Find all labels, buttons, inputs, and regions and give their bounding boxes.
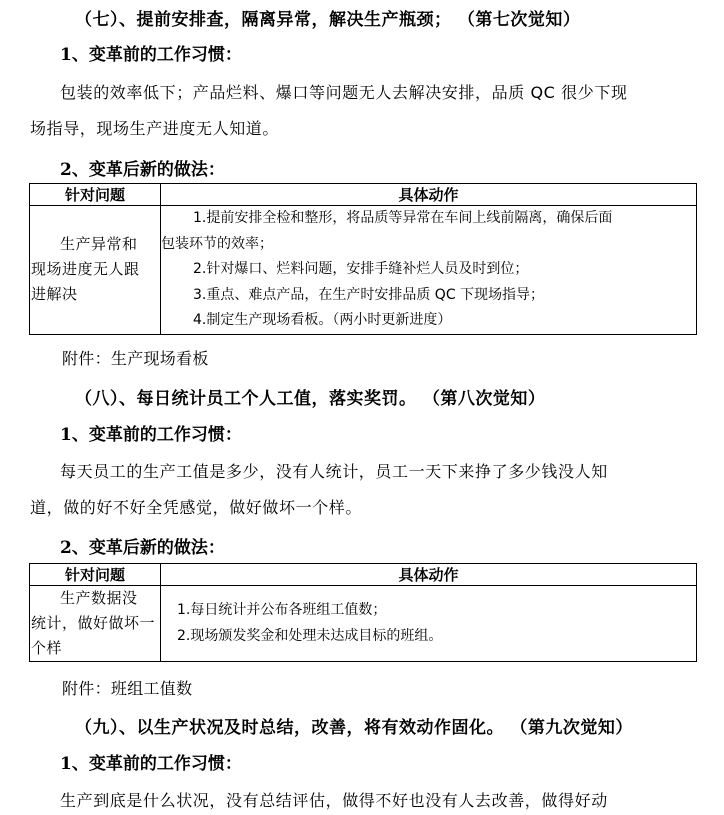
table-header-issue: 针对问题 bbox=[30, 184, 161, 206]
issue-line: 个样 bbox=[31, 639, 63, 657]
section-8-before-heading: 1、变革前的工作习惯： bbox=[60, 425, 242, 445]
section-9-title: （九）、以生产状况及时总结，改善，将有效动作固化。 （第九次觉知） bbox=[75, 718, 633, 738]
section-9-before-line-1: 生产到底是什么状况，没有总结评估，做得不好也没有人去改善，做得好动 bbox=[60, 791, 608, 810]
action-line: 3.重点、难点产品，在生产时安排品质 QC 下现场指导； bbox=[193, 286, 545, 303]
table-header-issue: 针对问题 bbox=[30, 564, 161, 586]
action-line: 2.针对爆口、烂料问题，安排手缝补烂人员及时到位； bbox=[193, 261, 529, 277]
table-header-action: 具体动作 bbox=[161, 564, 697, 586]
issue-line: 统计，做好做坏一 bbox=[31, 614, 156, 632]
issue-line: 现场进度无人跟 bbox=[31, 260, 140, 279]
section-7-attachment: 附件：生产现场看板 bbox=[62, 349, 209, 368]
section-9-before-heading: 1、变革前的工作习惯： bbox=[60, 754, 242, 774]
section-7-before-line-2: 场指导，现场生产进度无人知道。 bbox=[30, 119, 280, 138]
issue-cell bbox=[30, 586, 161, 662]
action-cell bbox=[161, 586, 697, 662]
action-line: 4.制定生产现场看板。（两小时更新进度） bbox=[193, 312, 452, 328]
action-cell bbox=[161, 206, 697, 335]
section-8-table bbox=[29, 563, 697, 662]
section-7-before-line-1: 包装的效率低下；产品烂料、爆口等问题无人去解决安排，品质 QC 很少下现 bbox=[60, 83, 628, 102]
table-header-action: 具体动作 bbox=[161, 184, 697, 206]
section-8-title: （八）、每日统计员工个人工值，落实奖罚。 （第八次觉知） bbox=[75, 389, 546, 409]
section-8-attachment: 附件：班组工值数 bbox=[62, 679, 193, 698]
issue-line: 进解决 bbox=[31, 285, 78, 304]
issue-line: 生产异常和 bbox=[60, 235, 138, 254]
action-line: 1.每日统计并公布各班组工值数； bbox=[177, 602, 387, 618]
issue-line: 生产数据没 bbox=[60, 589, 138, 607]
section-7-title: （七）、提前安排查，隔离异常，解决生产瓶颈； （第七次觉知） bbox=[75, 10, 581, 30]
section-8-before-line-2: 道，做的好不好全凭感觉，做好做坏一个样。 bbox=[30, 498, 363, 517]
action-line: 2.现场颁发奖金和处理未达成目标的班组。 bbox=[177, 627, 443, 644]
action-line: 包装环节的效率； bbox=[161, 235, 273, 252]
action-line: 1.提前安排全检和整形，将品质等异常在车间上线前隔离，确保后面 bbox=[193, 210, 613, 226]
section-8-before-line-1: 每天员工的生产工值是多少，没有人统计，员工一天下来挣了多少钱没人知 bbox=[60, 462, 608, 481]
section-8-after-heading: 2、变革后新的做法： bbox=[60, 538, 225, 558]
section-7-after-heading: 2、变革后新的做法： bbox=[60, 160, 225, 180]
section-7-table bbox=[29, 183, 697, 335]
issue-cell bbox=[30, 206, 161, 335]
section-7-before-heading: 1、变革前的工作习惯： bbox=[60, 45, 242, 65]
